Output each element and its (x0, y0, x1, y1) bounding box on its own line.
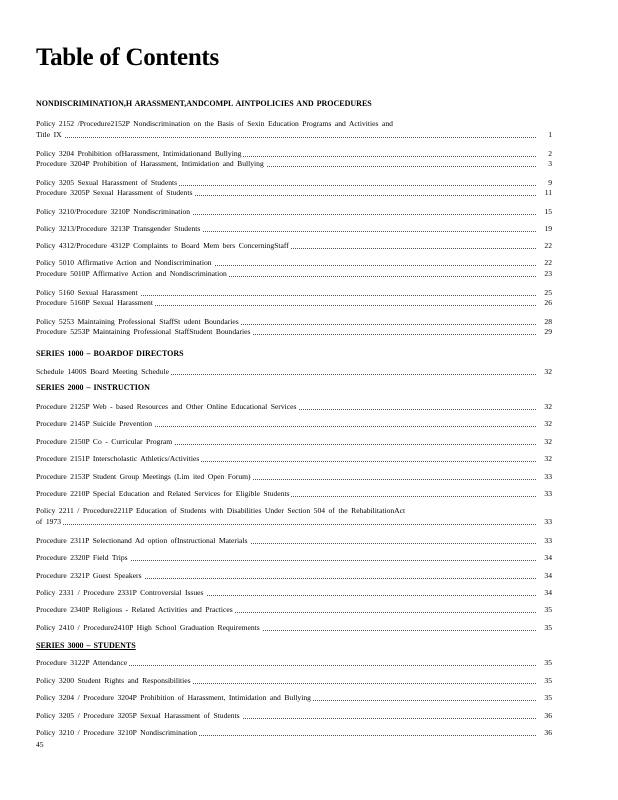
toc-entry-page: 19 (536, 223, 552, 234)
toc-entry-page: 22 (536, 240, 552, 251)
toc-entry-page: 22 (536, 257, 552, 268)
toc-entry-page: 33 (536, 471, 552, 482)
toc-entry[interactable] (36, 240, 552, 251)
toc-entry[interactable] (36, 675, 552, 686)
toc-entry-title: Policy 2410 / Procedure2410P High School Graduation Requirements (36, 623, 260, 632)
toc-entry-page: 1 (536, 129, 552, 140)
toc-entry-title: Schedule 1400S Board Meeting Schedule (36, 367, 169, 376)
section-heading-series-3000: SERIES 3000 – STUDENTS (36, 641, 136, 650)
toc-entry[interactable] (36, 206, 552, 217)
toc-entry-page: 15 (536, 206, 552, 217)
toc-entry[interactable] (36, 326, 552, 337)
toc-entry-page: 33 (536, 535, 552, 546)
toc-entry-title: Procedure 2340P Religious - Related Activities and Practices (36, 605, 233, 614)
toc-entry-page: 9 (536, 177, 552, 188)
toc-entry-title: Policy 2152 /Procedure2152P Nondiscrimination on the Basis of Sexin Education Programs and Activities and (36, 119, 393, 128)
section-heading-nondiscrimination: NONDISCRIMINATION,H ARASSMENT,ANDCOMPL AINTPOLICIES AND PROCEDURES (36, 99, 372, 108)
toc-entry-page: 34 (536, 570, 552, 581)
toc-entry-title: Policy 3204 / Procedure 3204P Prohibition of Harassment, Intimidation and Bullying (36, 693, 311, 702)
toc-entry-title: Procedure 2311P Selectionand Ad option ofInstructional Materials (36, 536, 248, 545)
toc-entry-title: Title IX (36, 130, 62, 139)
toc-entry-title: Policy 2211 / Procedure2211P Education of Students with Disabilities Under Section 504 of the RehabilitationAct (36, 506, 406, 515)
toc-entry-title: Procedure 2320P Field Trips (36, 553, 128, 562)
toc-entry-page: 32 (536, 418, 552, 429)
toc-entry-title: Procedure 3205P Sexual Harassment of Students (36, 188, 193, 197)
toc-entry[interactable] (36, 604, 552, 615)
toc-entry-title: Policy 3205 / Procedure 3205P Sexual Harassment of Students (36, 711, 240, 720)
toc-entry-title: Procedure 5253P Maintaining Professional StaffStudent Boundaries (36, 327, 251, 336)
toc-entry[interactable] (36, 436, 552, 447)
toc-entry-title: Policy 3205 Sexual Harassment of Students (36, 178, 178, 187)
footer-page-number: 45 (36, 740, 44, 749)
toc-entry-title: Procedure 2150P Co - Curricular Program (36, 437, 173, 446)
toc-entry-page: 36 (536, 710, 552, 721)
toc-entry-title: Procedure 3204P Prohibition of Harassment, Intimidation and Bullying (36, 159, 264, 168)
toc-entry-page: 25 (536, 287, 552, 298)
toc-entry-page: 23 (536, 268, 552, 279)
toc-entry-title: Procedure 2125P Web - based Resources and Other Online Educational Services (36, 402, 297, 411)
toc-entry[interactable] (36, 505, 552, 516)
toc-entry[interactable] (36, 488, 552, 499)
toc-entry[interactable] (36, 187, 552, 198)
toc-entry[interactable] (36, 587, 552, 598)
toc-entry[interactable] (36, 366, 552, 377)
toc-entry[interactable] (36, 471, 552, 482)
toc-entry[interactable] (36, 453, 552, 464)
toc-entry-title: Policy 5010 Affirmative Action and Nondiscrimination (36, 258, 212, 267)
toc-entry[interactable] (36, 535, 552, 546)
toc-entry-page: 32 (536, 436, 552, 447)
toc-entry-title: Policy 5253 Maintaining Professional StaffSt udent Boundaries (36, 317, 239, 326)
toc-entry[interactable] (36, 622, 552, 633)
toc-entry-page: 35 (536, 692, 552, 703)
toc-entry[interactable] (36, 118, 552, 129)
toc-entry-page: 3 (536, 158, 552, 169)
dot-leader (36, 516, 536, 525)
toc-entry[interactable] (36, 516, 552, 527)
toc-entry-title: of 1973 (36, 517, 62, 526)
toc-entry-title: Procedure 3122P Attendance (36, 658, 128, 667)
toc-entry-title: Policy 5160 Sexual Harassment (36, 288, 138, 297)
toc-entry[interactable] (36, 268, 552, 279)
toc-entry[interactable] (36, 692, 552, 703)
toc-entry-title: Procedure 2151P Interscholastic Athletics/Activities (36, 454, 200, 463)
toc-entry[interactable] (36, 727, 552, 738)
toc-entry-page: 32 (536, 453, 552, 464)
toc-entry-page: 34 (536, 587, 552, 598)
toc-entry-title: Procedure 2321P Guest Speakers (36, 571, 142, 580)
toc-entry-page: 35 (536, 657, 552, 668)
toc-entry-page: 26 (536, 297, 552, 308)
toc-entry-page: 28 (536, 316, 552, 327)
toc-entry-page: 2 (536, 148, 552, 159)
toc-entry-page: 35 (536, 604, 552, 615)
toc-entry[interactable] (36, 158, 552, 169)
toc-entry-page: 32 (536, 366, 552, 377)
toc-entry[interactable] (36, 223, 552, 234)
toc-entry-title: Procedure 5160P Sexual Harassment (36, 298, 153, 307)
toc-entry[interactable] (36, 401, 552, 412)
toc-entry[interactable] (36, 257, 552, 268)
section-heading-series-1000: SERIES 1000 – BOARDOF DIRECTORS (36, 349, 184, 358)
toc-entry[interactable] (36, 710, 552, 721)
toc-entry-title: Procedure 5010P Affirmative Action and Nondiscrimination (36, 269, 227, 278)
toc-entry-title: Policy 4312/Procedure 4312P Complaints to Board Mem bers ConcerningStaff (36, 241, 289, 250)
toc-entry-page: 33 (536, 488, 552, 499)
toc-entry[interactable] (36, 129, 552, 140)
toc-entry-title: Policy 3210 / Procedure 3210P Nondiscrimination (36, 728, 198, 737)
page-title: Table of Contents (36, 44, 219, 71)
section-heading-series-2000: SERIES 2000 – INSTRUCTION (36, 383, 150, 392)
toc-entry[interactable] (36, 297, 552, 308)
toc-entry[interactable] (36, 552, 552, 563)
toc-entry[interactable] (36, 418, 552, 429)
dot-leader (36, 129, 536, 138)
toc-entry-page: 35 (536, 622, 552, 633)
toc-entry-title: Procedure 2210P Special Education and Related Services for Eligible Students (36, 489, 290, 498)
toc-entry-page: 35 (536, 675, 552, 686)
toc-entry[interactable] (36, 570, 552, 581)
toc-entry-title: Policy 2331 / Procedure 2331P Controversial Issues (36, 588, 204, 597)
toc-entry-page: 11 (536, 187, 552, 198)
toc-entry-title: Procedure 2153P Student Group Meetings (Lim ited Open Forum) (36, 472, 251, 481)
toc-entry-page: 36 (536, 727, 552, 738)
toc-entry-title: Procedure 2145P Suicide Prevention (36, 419, 153, 428)
toc-entry-title: Policy 3213/Procedure 3213P Transgender Students (36, 224, 201, 233)
toc-entry-page: 33 (536, 516, 552, 527)
toc-entry[interactable] (36, 657, 552, 668)
toc-entry-page: 32 (536, 401, 552, 412)
toc-entry-title: Policy 3204 Prohibition ofHarassment, Intimidationand Bullying (36, 149, 242, 158)
toc-entry-page: 29 (536, 326, 552, 337)
toc-entry-title: Policy 3200 Student Rights and Responsibilities (36, 676, 191, 685)
toc-entry-title: Policy 3210/Procedure 3210P Nondiscrimination (36, 207, 191, 216)
toc-entry-page: 34 (536, 552, 552, 563)
